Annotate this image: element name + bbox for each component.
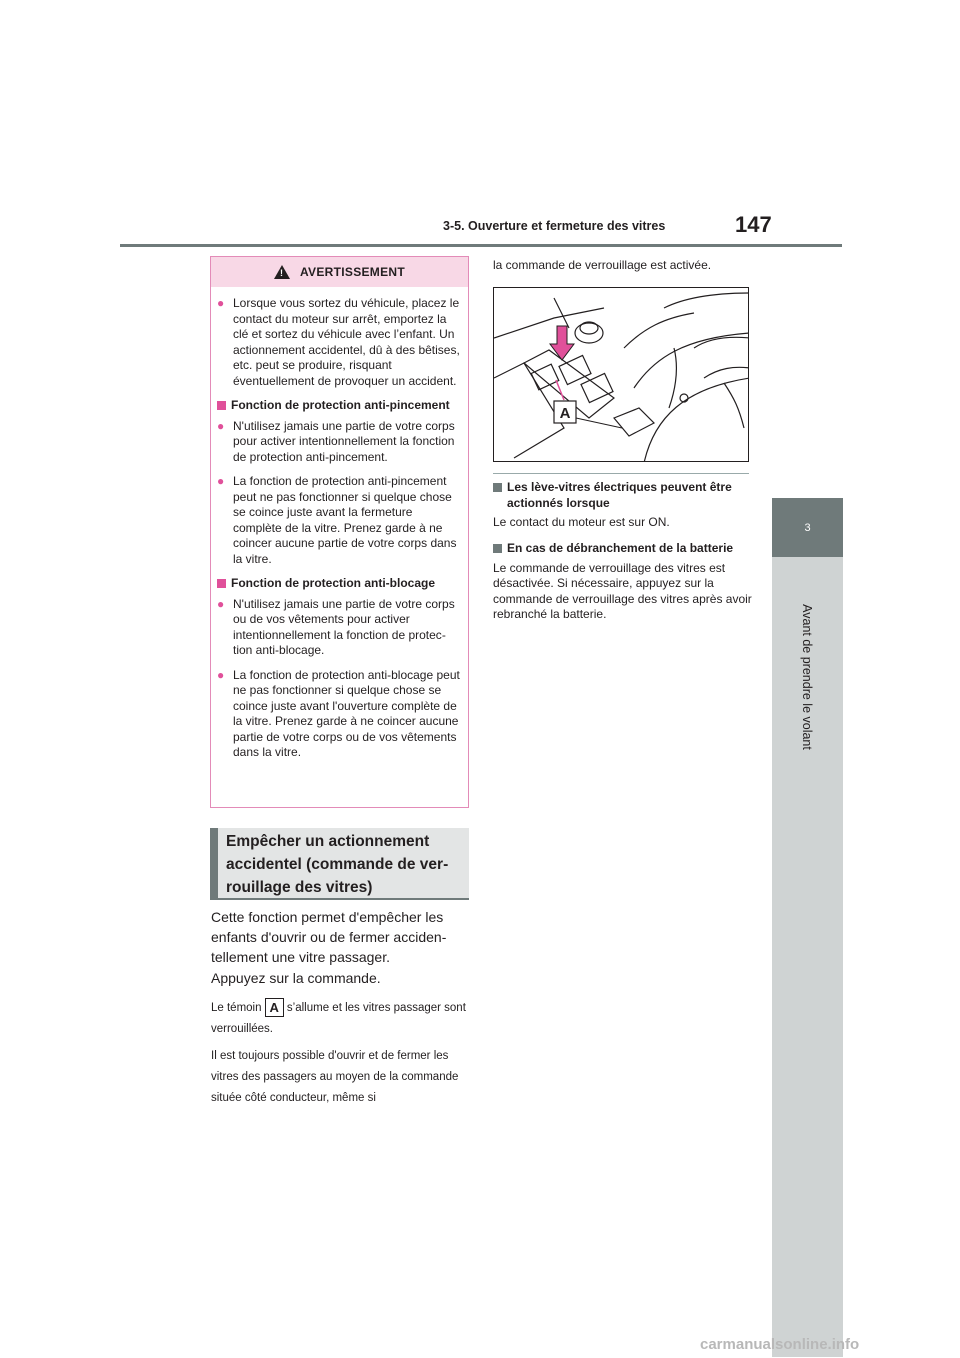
note-2-heading: [493, 541, 755, 557]
bullet-dot-icon: ●: [217, 296, 225, 310]
figure-rule: [493, 473, 749, 474]
square-marker-icon: [493, 544, 502, 553]
section-heading: Empêcher un actionnement accidentel (commande de verrouillage des vitres): [210, 828, 469, 900]
warning-bullet: [217, 668, 460, 761]
note-1-heading-text: Les lève-vitres électriques peuvent être actionnés lorsque: [507, 480, 732, 510]
warning-subheading-text: Fonction de protection anti-pincement: [231, 398, 450, 412]
bullet-dot-icon: ●: [217, 667, 225, 682]
figure-label-a: A: [559, 405, 571, 422]
chapter-tab: [772, 498, 843, 557]
bullet-dot-icon: ●: [217, 596, 225, 611]
warning-bullet-text: Lorsque vous sortez du véhicule, placez le contact du moteur sur arrêt, emportez la clé et sortez du véhicule avec l’enfant. Un actionnement accidentel, dû à des bêtises, etc. peut se produire, risquant éventuellement de provoquer un accident.: [233, 296, 460, 388]
warning-title: AVERTISSEMENT: [299, 265, 406, 279]
header-section-title: 3-5. Ouverture et fermeture des vitres: [443, 219, 666, 233]
note-2-text: Le commande de verrouillage des vitres est désactivée. Si nécessaire, appuyez sur la commande de verrouillage des vitres après avoir rebranché la batterie.: [493, 560, 752, 621]
warning-icon: !: [274, 265, 290, 279]
header-rule: [120, 244, 842, 247]
square-marker-icon: [217, 401, 226, 410]
p3-before: Le témoin: [211, 1002, 262, 1014]
note-2: [493, 541, 755, 623]
warning-bullet: [217, 474, 460, 567]
chapter-title: Avant de prendre le volant: [800, 604, 814, 750]
warning-box: [210, 256, 469, 808]
warning-bullet-text: N'utilisez jamais une partie de votre corps ou de vos vêtements pour activer intentionnellement la fonction de protection anti-blocage.: [233, 596, 455, 657]
note-1-heading: [493, 480, 755, 511]
p3-after: s’allume et les vitres passager sont verrouillées.: [211, 1002, 466, 1035]
warning-header: [211, 257, 468, 287]
window-lock-switch-illustration: [494, 288, 749, 462]
indicator-a-badge: A: [265, 998, 284, 1017]
section-paragraph-2: Appuyez sur la commande.: [211, 970, 381, 986]
section-paragraph-4: Il est toujours possible d'ouvrir et de fermer les vitres des passagers au moyen de la commande située côté conducteur, même si: [211, 1050, 459, 1104]
window-lock-switch-figure: [493, 287, 749, 462]
warning-bullet: [217, 597, 460, 659]
warning-content: [211, 287, 468, 761]
square-marker-icon: [217, 579, 226, 588]
warning-bullet: [217, 296, 460, 389]
section-paragraph-1: Cette fonction permet d'empêcher les enfants d'ouvrir ou de fermer accidentellement une vitre passager.: [211, 909, 447, 965]
warning-bullet-text: La fonction de protection anti-blocage peut ne pas fonctionner si quelque chose se coince juste avant l'ouverture complète de la vitre. Prenez garde à ne coincer aucune partie de votre corps ou de vos vêtements dans la vitre.: [233, 667, 460, 759]
warning-subheading: [217, 398, 460, 414]
watermark: carmanualsonline.info: [700, 1336, 860, 1353]
note-2-heading-text: En cas de débranchement de la batterie: [507, 541, 734, 555]
warning-subheading: [217, 576, 460, 592]
chapter-number: 3: [804, 521, 811, 534]
section-paragraph-3: [211, 998, 473, 1040]
bullet-dot-icon: ●: [217, 474, 225, 488]
page-number: 147: [735, 212, 772, 237]
square-marker-icon: [493, 483, 502, 492]
warning-subheading-text: Fonction de protection anti-blocage: [231, 576, 435, 590]
warning-bullet: [217, 419, 460, 466]
warning-bullet-text: La fonction de protection anti-pincement peut ne pas fonctionner si quelque chose se coince juste avant la fermeture complète de la vitre. Prenez garde à ne coincer aucune partie de votre corps dans la vitre.: [233, 474, 457, 566]
note-1: [493, 480, 755, 531]
warning-bullet-text: N'utilisez jamais une partie de votre corps pour activer intentionnellement la fonction de protection anti-pincement.: [233, 418, 455, 464]
bullet-dot-icon: ●: [217, 418, 225, 433]
continuation-text: la commande de verrouillage est activée.: [493, 258, 712, 272]
note-1-text: Le contact du moteur est sur ON.: [493, 515, 670, 529]
